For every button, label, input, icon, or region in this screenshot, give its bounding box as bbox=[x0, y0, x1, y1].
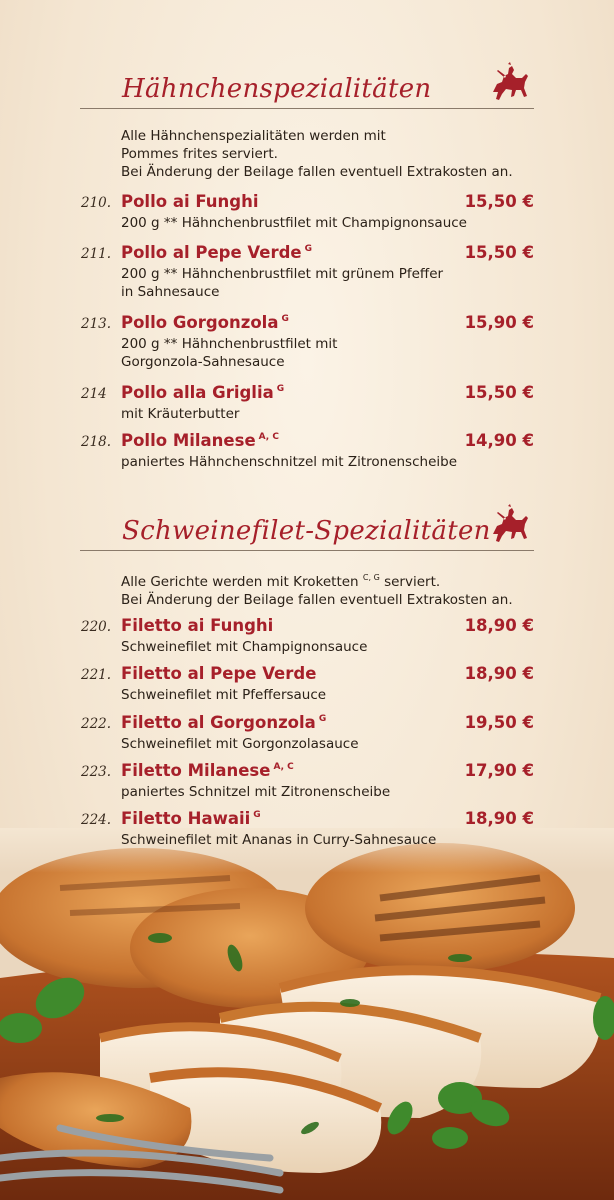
item-name: Filetto ai Funghi bbox=[121, 616, 274, 635]
item-number: 223. bbox=[81, 764, 112, 780]
section-intro bbox=[121, 127, 541, 181]
item-number: 210. bbox=[81, 195, 112, 211]
section-title: Schweinefilet-Spezialitäten bbox=[122, 516, 491, 546]
allergen-codes: A, C bbox=[258, 432, 279, 442]
item-number: 222. bbox=[81, 716, 112, 732]
item-description: 200 g ** Hähnchenbrustfilet mit Champignonsauce bbox=[121, 215, 467, 231]
item-description: 200 g ** Hähnchenbrustfilet mit Gorgonzola-Sahnesauce bbox=[121, 336, 338, 370]
item-price: 15,50 € bbox=[464, 192, 534, 211]
item-price: 19,50 € bbox=[464, 713, 534, 732]
section-title: Hähnchenspezialitäten bbox=[122, 74, 432, 104]
item-description: paniertes Schnitzel mit Zitronenscheibe bbox=[121, 784, 391, 800]
item-name: Filetto Milanese $^{A, C}$ bbox=[121, 761, 294, 780]
item-number: 220. bbox=[81, 619, 112, 635]
item-description: paniertes Hähnchenschnitzel mit Zitronenscheibe bbox=[121, 454, 458, 470]
item-number: 224. bbox=[81, 812, 112, 828]
item-number: 218. bbox=[81, 434, 112, 450]
item-price: 18,90 € bbox=[464, 616, 534, 635]
grilled-chicken-breast-photo bbox=[0, 828, 614, 1200]
knight-on-horse-icon bbox=[488, 62, 530, 102]
intro-line: Bei Änderung der Beilage fallen eventuell Extrakosten an. bbox=[121, 592, 513, 608]
item-number: 211. bbox=[81, 246, 112, 262]
section-header bbox=[80, 62, 534, 109]
item-description: Schweinefilet mit Gorgonzolasauce bbox=[121, 736, 359, 752]
item-number: 221. bbox=[81, 667, 112, 683]
item-number: 214 bbox=[81, 386, 107, 402]
allergen-codes: G bbox=[281, 314, 289, 324]
intro-line: Bei Änderung der Beilage fallen eventuell Extrakosten an. bbox=[121, 164, 513, 180]
item-description: Schweinefilet mit Pfeffersauce bbox=[121, 687, 327, 703]
item-name: Filetto al Gorgonzola $^G$ bbox=[121, 713, 327, 732]
item-name: Pollo alla Griglia $^G$ bbox=[121, 383, 285, 402]
item-description: Schweinefilet mit Ananas in Curry-Sahnesauce bbox=[121, 832, 437, 848]
item-price: 17,90 € bbox=[464, 761, 534, 780]
item-price: 15,50 € bbox=[464, 243, 534, 262]
item-price: 15,90 € bbox=[464, 313, 534, 332]
item-name: Pollo Milanese $^{A, C}$ bbox=[121, 431, 279, 450]
item-description: mit Kräuterbutter bbox=[121, 406, 240, 422]
allergen-codes: G bbox=[276, 384, 285, 394]
item-number: 213. bbox=[81, 316, 112, 332]
knight-on-horse-icon bbox=[488, 504, 530, 544]
intro-line: Alle Gerichte werden mit Kroketten $^{C, G}$ serviert. bbox=[121, 573, 441, 590]
section-header bbox=[80, 504, 534, 551]
item-description: Schweinefilet mit Champignonsauce bbox=[121, 639, 368, 655]
allergen-codes: G bbox=[253, 810, 261, 820]
item-description: 200 g ** Hähnchenbrustfilet mit grünem Pfeffer in Sahnesauce bbox=[121, 266, 444, 300]
item-price: 14,90 € bbox=[464, 431, 534, 450]
intro-line: Alle Hähnchenspezialitäten werden mit bbox=[121, 128, 386, 144]
item-price: 15,50 € bbox=[464, 383, 534, 402]
item-name: Filetto al Pepe Verde bbox=[121, 664, 317, 683]
section-intro bbox=[121, 569, 541, 609]
allergen-codes: C, G bbox=[362, 573, 380, 582]
allergen-codes: G bbox=[304, 244, 312, 254]
item-name: Filetto Hawaii $^G$ bbox=[121, 809, 261, 828]
item-price: 18,90 € bbox=[464, 809, 534, 828]
item-name: Pollo Gorgonzola $^G$ bbox=[121, 313, 289, 332]
item-price: 18,90 € bbox=[464, 664, 534, 683]
allergen-codes: A, C bbox=[273, 762, 294, 772]
allergen-codes: G bbox=[318, 714, 327, 724]
item-name: Pollo al Pepe Verde $^G$ bbox=[121, 243, 312, 262]
intro-line: Pommes frites serviert. bbox=[121, 146, 278, 162]
item-name: Pollo ai Funghi bbox=[121, 192, 259, 211]
